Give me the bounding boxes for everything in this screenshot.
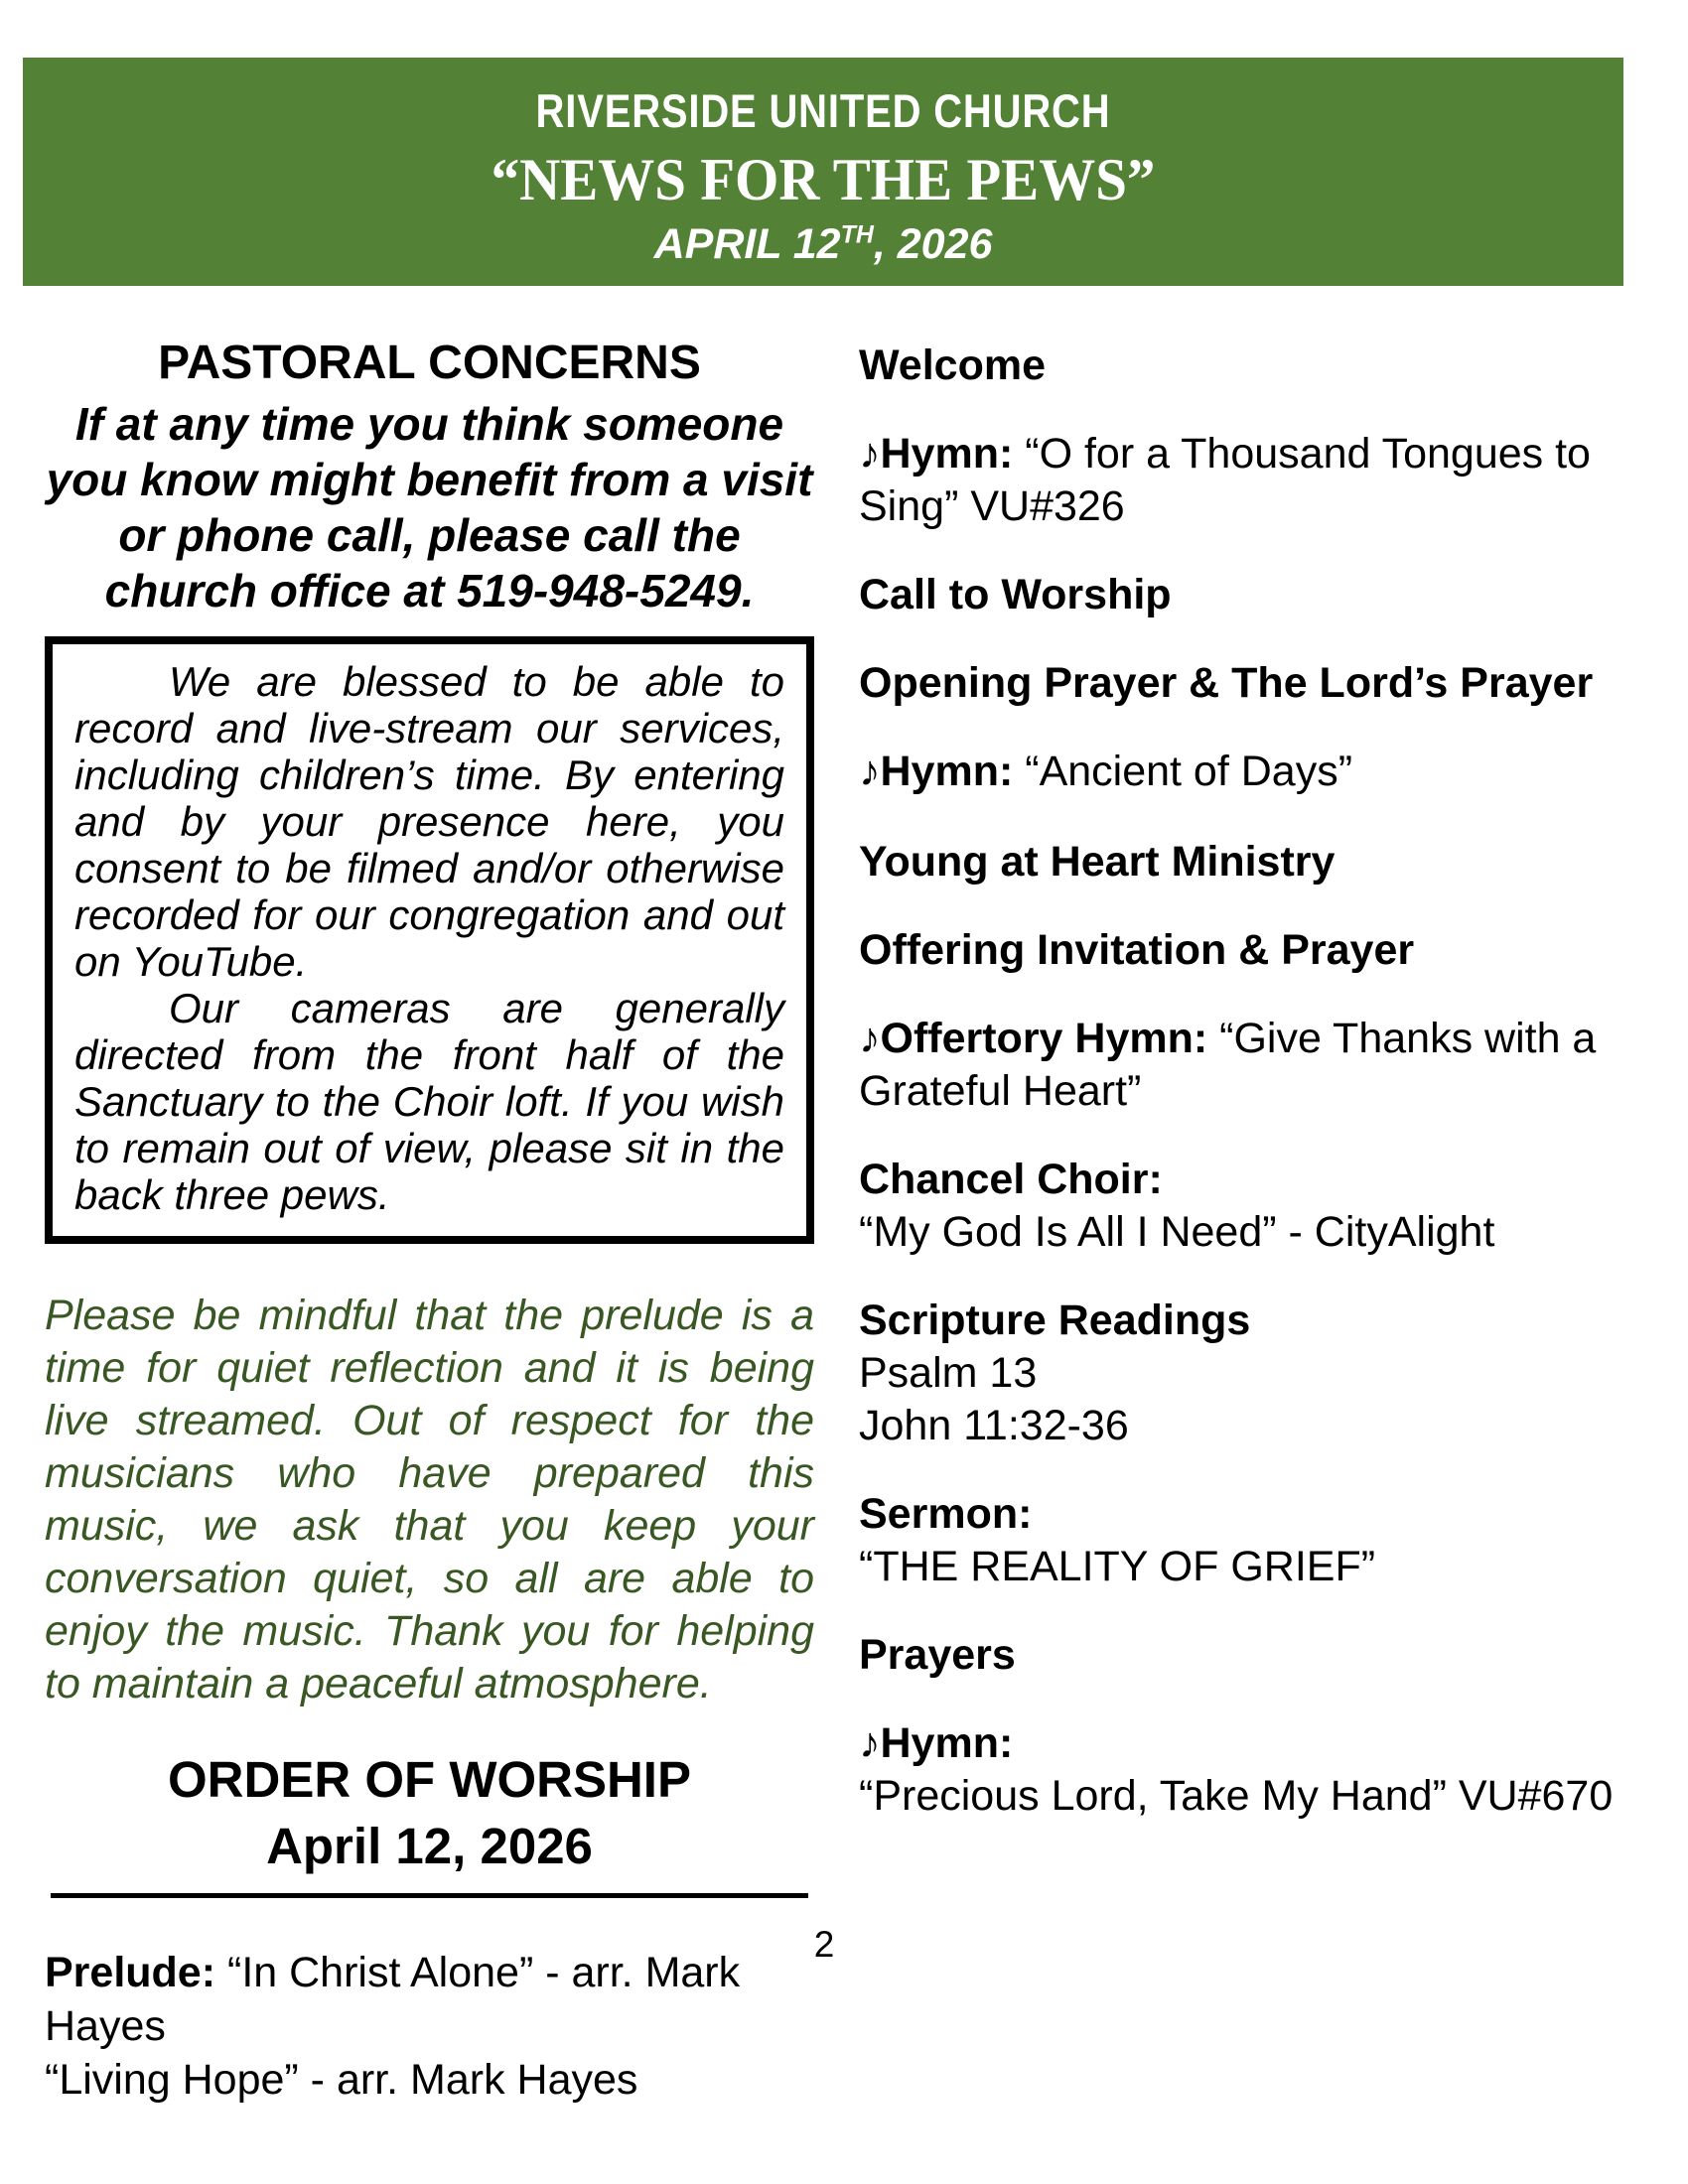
worship-item-scripture-readings <box>859 1295 1653 1452</box>
worship-item-label: Offering Invitation & Prayer <box>859 926 1415 974</box>
pastoral-concerns-heading: PASTORAL CONCERNS <box>158 337 701 389</box>
order-of-worship-heading: ORDER OF WORSHIP <box>167 1751 691 1808</box>
worship-item-opening-prayer <box>859 657 1653 710</box>
worship-item-label: ♪Hymn: <box>859 430 1014 478</box>
banner-date <box>23 220 1623 269</box>
left-column <box>45 328 814 2107</box>
worship-item-offertory-hymn <box>859 1013 1653 1118</box>
church-name: RIVERSIDE UNITED CHURCH <box>535 84 1111 137</box>
worship-item-label: Scripture Readings <box>859 1297 1251 1344</box>
recording-notice-para-1: We are blessed to be able to record and live-stream our services, including children’s time. By entering and by your presence here, you consent to be filmed and/or otherwise recorded for our congregation and out on YouTube. <box>74 658 784 985</box>
worship-item-hymn-2 <box>859 746 1653 798</box>
worship-item-chancel-choir <box>859 1154 1653 1259</box>
worship-item-offering <box>859 924 1653 977</box>
header-banner <box>23 58 1623 286</box>
worship-item-label: Welcome <box>859 341 1046 389</box>
recording-notice-para-2: Our cameras are generally directed from the front half of the Sanctuary to the Choir loft. If you wish to remain out of view, please sit in the back three pews. <box>74 985 784 1218</box>
worship-item-line: “Precious Lord, Take My Hand” VU#670 <box>859 1772 1614 1820</box>
worship-item-text: “Give Thanks with a Grateful Heart” <box>859 1015 1597 1115</box>
worship-item-label: ♪Hymn: <box>859 748 1014 795</box>
worship-item-call-to-worship <box>859 569 1653 621</box>
worship-item-label: Young at Heart Ministry <box>859 838 1336 886</box>
worship-item-label: Opening Prayer & The Lord’s Prayer <box>859 659 1594 707</box>
banner-date-ordinal: TH <box>840 220 874 249</box>
worship-item-label: Chancel Choir: <box>859 1156 1163 1203</box>
right-column <box>859 328 1653 2107</box>
worship-item-label: ♪Hymn: <box>859 1719 1014 1767</box>
prelude-etiquette-text: Please be mindful that the prelude is a time for quiet reflection and it is being live streamed. Out of respect for the musicians who have prepared this music, we ask that you keep your conversation quiet, so all are able to enjoy the music. Thank you for helping to maintain a peaceful atmosphere. <box>45 1292 814 1707</box>
worship-item-welcome <box>859 340 1653 392</box>
banner-date-year: , 2026 <box>873 220 993 268</box>
worship-item-label: Prayers <box>859 1631 1016 1679</box>
worship-item-hymn-3 <box>859 1717 1653 1823</box>
worship-item-hymn-1 <box>859 428 1653 533</box>
worship-item-text: “Ancient of Days” <box>1013 748 1353 795</box>
order-of-worship-date: April 12, 2026 <box>266 1818 593 1874</box>
two-column-body <box>45 328 1653 2107</box>
worship-item-line: John 11:32-36 <box>859 1402 1129 1449</box>
worship-item-young-at-heart <box>859 836 1653 888</box>
worship-item-sermon <box>859 1488 1653 1593</box>
recording-notice-box <box>45 636 814 1244</box>
divider-line <box>51 1893 808 1898</box>
prelude-piece-1: “In Christ Alone” - arr. Mark Hayes <box>45 1949 741 2050</box>
pastoral-concerns-text: If at any time you think someone you know might benefit from a visit or phone call, please call the church office at 519-948-5249. <box>46 398 813 616</box>
worship-item-text: “O for a Thousand Tongues to Sing” VU#326 <box>859 430 1591 530</box>
page-number: 2 <box>813 1924 835 1965</box>
prelude-item <box>45 1946 814 2107</box>
newsletter-title: “NEWS FOR THE PEWS” <box>491 147 1156 212</box>
prelude-piece-2: “Living Hope” - arr. Mark Hayes <box>45 2056 638 2104</box>
worship-item-line: “THE REALITY OF GRIEF” <box>859 1543 1376 1590</box>
worship-item-line: Psalm 13 <box>859 1349 1038 1397</box>
worship-item-label: Sermon: <box>859 1490 1033 1538</box>
prelude-label: Prelude: <box>45 1949 216 1996</box>
banner-date-main: APRIL 12 <box>653 220 841 268</box>
worship-item-label: ♪Offertory Hymn: <box>859 1015 1208 1062</box>
worship-item-prayers <box>859 1629 1653 1682</box>
worship-item-line: “My God Is All I Need” - CityAlight <box>859 1208 1495 1256</box>
worship-item-label: Call to Worship <box>859 571 1172 618</box>
